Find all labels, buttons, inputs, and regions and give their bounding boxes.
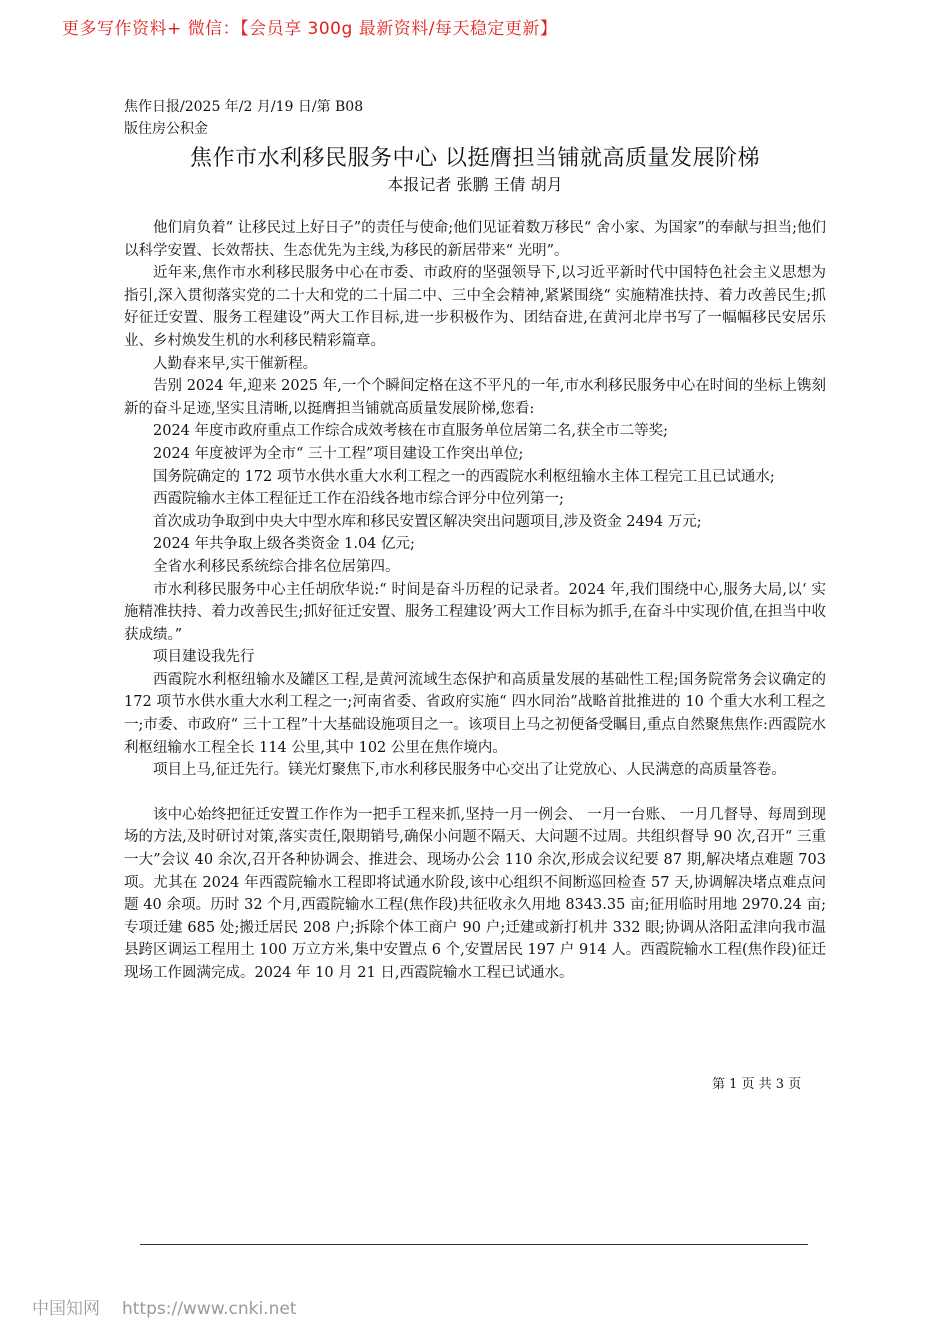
paragraph: 项目上马,征迁先行。镁光灯聚焦下,市水利移民服务中心交出了让党放心、人民满意的高质量答卷。 xyxy=(153,762,786,779)
footer-watermark xyxy=(32,1294,296,1319)
paragraph: 人勤春来早,实干催新程。 xyxy=(153,355,318,372)
paragraph: 2024 年共争取上级各类资金 1.04 亿元; xyxy=(153,536,415,553)
site-name: 中国知网 xyxy=(32,1299,100,1319)
paragraph: 西霞院水利枢纽输水及罐区工程,是黄河流域生态保护和高质量发展的基础性工程;国务院常务会议确定的 172 项节水供水重大水利工程之一;河南省委、省政府实施“ 四水同治”战略首批推进的 10 个重大水利工程之一;市委、市政府“ 三十工程”十大基础设施项目之一。该项目上马之初便备受瞩目,重点自然聚焦焦作:西霞院水利枢纽输水工程全长 114 公里,其中 102 公里在焦作境内。 xyxy=(124,671,826,756)
section-heading: 项目建设我先行 xyxy=(153,649,255,666)
paragraph: 2024 年度市政府重点工作综合成效考核在市直服务单位居第二名,获全市二等奖; xyxy=(153,423,669,440)
article-section: 版住房公积金 xyxy=(124,121,208,137)
article-body xyxy=(124,217,826,985)
paragraph: 2024 年度被评为全市“ 三十工程”项目建设工作突出单位; xyxy=(153,445,524,462)
article-byline: 本报记者 张鹏 王倩 胡月 xyxy=(387,175,563,194)
paragraph: 近年来,焦作市水利移民服务中心在市委、市政府的坚强领导下,以习近平新时代中国特色社会主义思想为指引,深入贯彻落实党的二十大和党的二十届二中、三中全会精神,紧紧围绕“ 实施精准扶持、着力改善民生;抓好征迁安置、服务工程建设”两大工作目标,进一步积极作为、团结奋进,在黄河北岸书写了一幅幅移民安居乐业、乡村焕发生机的水利移民精彩篇章。 xyxy=(124,265,826,349)
paragraph: 他们肩负着“ 让移民过上好日子”的责任与使命;他们见证着数万移民“ 舍小家、为国家”的奉献与担当;他们以科学安置、长效帮扶、生态优先为主线,为移民的新居带来“ 光明”。 xyxy=(124,220,826,259)
promo-banner: 更多写作资料+ 微信：【会员享 300g 最新资料/每天稳定更新】 xyxy=(62,19,558,39)
paragraph: 首次成功争取到中央大中型水库和移民安置区解决突出问题项目,涉及资金 2494 万元; xyxy=(153,513,702,530)
paragraph: 该中心始终把征迁安置工作作为一把手工程来抓,坚持一月一例会、 一月一台账、 一月几督导、每周到现场的方法,及时研讨对策,落实责任,限期销号,确保小问题不隔天、大问题不过周。共组织督导 90 次,召开“ 三重一大”会议 40 余次,召开各种协调会、推进会、现场办公会 110 余次,形成会议纪要 87 期,解决堵点难题 703 项。尤其在 2024 年西霞院输水工程即将试通水阶段,该中心组织不间断巡回检查 57 天,协调解决堵点难点问题 40 余项。历时 32 个月,西霞院输水工程(焦作段)共征收永久用地 8343.35 亩;征用临时用地 2970.24 亩;专项迁建 685 处;搬迁居民 208 户;拆除个体工商户 90 户;迁建或新打机井 332 眼;协调从洛阳孟津向我市温县跨区调运工程用土 100 万立方米,集中安置点 6 个,安置居民 197 户 914 人。西霞院输水工程(焦作段)征迁现场工作圆满完成。2024 年 10 月 21 日,西霞院输水工程已试通水。 xyxy=(124,806,826,981)
paragraph: 全省水利移民系统综合排名位居第四。 xyxy=(153,558,400,575)
paragraph: 告别 2024 年,迎来 2025 年,一个个瞬间定格在这不平凡的一年,市水利移民服务中心在时间的坐标上镌刻新的奋斗足迹,坚实且清晰,以挺膺担当铺就高质量发展阶梯,您看: xyxy=(124,378,826,417)
page-number: 第 1 页 共 3 页 xyxy=(712,1077,802,1092)
article-source: 焦作日报/2025 年/2 月/19 日/第 B08 xyxy=(124,99,364,115)
article-title: 焦作市水利移民服务中心 以挺膺担当铺就高质量发展阶梯 xyxy=(190,146,760,171)
site-url: https://www.cnki.net xyxy=(122,1299,297,1319)
footer-divider xyxy=(140,1244,808,1245)
paragraph: 国务院确定的 172 项节水供水重大水利工程之一的西霞院水利枢纽输水主体工程完工且已试通水; xyxy=(153,468,775,485)
paragraph: 市水利移民服务中心主任胡欣华说:“ 时间是奋斗历程的记录者。2024 年,我们围绕中心,服务大局,以‘ 实施精准扶持、着力改善民生;抓好征迁安置、服务工程建设’两大工作目标为抓手,在奋斗中实现价值,在担当中收获成绩。” xyxy=(124,581,826,643)
paragraph: 西霞院输水主体工程征迁工作在沿线各地市综合评分中位列第一; xyxy=(153,491,564,508)
